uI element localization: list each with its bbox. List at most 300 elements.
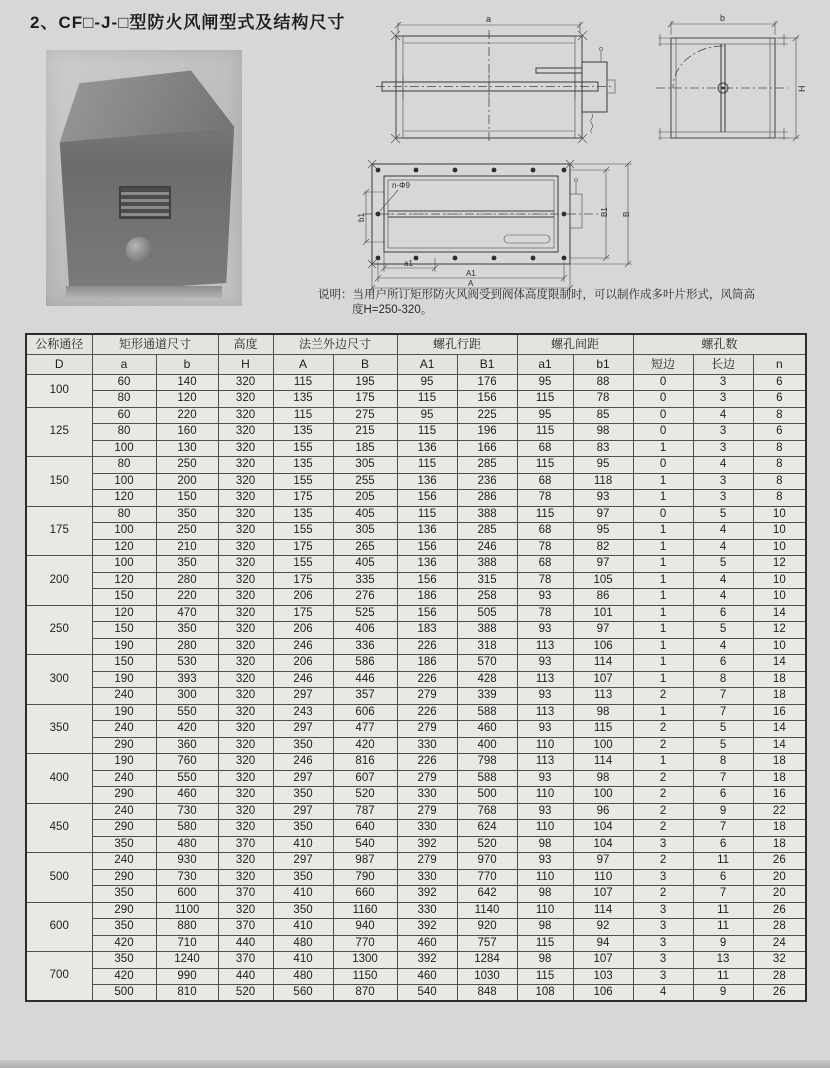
- header-sub-cell: A: [273, 354, 333, 374]
- header-group-cell: 法兰外边尺寸: [273, 334, 397, 354]
- table-cell: 606: [333, 704, 397, 721]
- table-cell: 5: [693, 556, 753, 573]
- table-cell: 93: [517, 589, 573, 606]
- table-cell: 318: [457, 638, 517, 655]
- table-row: [26, 803, 806, 820]
- table-cell: 96: [573, 803, 633, 820]
- table-cell: 320: [218, 853, 273, 870]
- note-line1: 当用户所订矩形防火风阀受到阀体高度限制时，可以制作成多叶片形式，风筒高: [352, 289, 755, 301]
- table-cell: 285: [457, 457, 517, 474]
- table-cell: 115: [517, 457, 573, 474]
- table-cell: 810: [156, 985, 218, 1002]
- table-cell: 78: [517, 605, 573, 622]
- table-cell: 880: [156, 919, 218, 936]
- table-cell: 4: [693, 523, 753, 540]
- table-cell: 420: [92, 968, 156, 985]
- table-cell: 12: [753, 622, 806, 639]
- table-cell: 190: [92, 754, 156, 771]
- table-cell: 98: [517, 952, 573, 969]
- table-cell: 280: [156, 638, 218, 655]
- table-cell: 206: [273, 655, 333, 672]
- table-cell: 190: [92, 638, 156, 655]
- table-cell: 93: [517, 803, 573, 820]
- table-cell: 410: [273, 919, 333, 936]
- table-cell: 550: [156, 704, 218, 721]
- table-cell: 1100: [156, 902, 218, 919]
- table-cell: 22: [753, 803, 806, 820]
- table-cell: 320: [218, 721, 273, 738]
- table-cell: 290: [92, 820, 156, 837]
- table-cell: 155: [273, 523, 333, 540]
- note-line2: 度H=250-320。: [352, 304, 433, 316]
- table-cell: 136: [397, 556, 457, 573]
- table-cell: 243: [273, 704, 333, 721]
- table-cell: 940: [333, 919, 397, 936]
- table-cell: 350: [273, 787, 333, 804]
- table-cell: 78: [517, 572, 573, 589]
- table-cell: 9: [693, 803, 753, 820]
- table-cell: 370: [218, 952, 273, 969]
- header-sub-cell: B1: [457, 354, 517, 374]
- table-cell: 97: [573, 853, 633, 870]
- table-cell: 410: [273, 836, 333, 853]
- header-sub-cell: B: [333, 354, 397, 374]
- table-cell: 320: [218, 407, 273, 424]
- table-cell: 80: [92, 424, 156, 441]
- table-row: [26, 539, 806, 556]
- table-cell: 246: [273, 638, 333, 655]
- table-cell: 98: [517, 886, 573, 903]
- table-cell: 98: [573, 704, 633, 721]
- table-cell: 94: [573, 935, 633, 952]
- table-cell: 357: [333, 688, 397, 705]
- table-cell: 206: [273, 622, 333, 639]
- front-dim-width-label: a: [486, 14, 492, 24]
- table-cell: 3: [633, 902, 693, 919]
- table-row: [26, 556, 806, 573]
- table-cell: 93: [517, 721, 573, 738]
- table-cell: 3: [693, 440, 753, 457]
- header-group-cell: 螺孔数: [633, 334, 806, 354]
- table-cell: 1150: [333, 968, 397, 985]
- table-cell: 370: [218, 836, 273, 853]
- table-cell: 95: [517, 374, 573, 391]
- table-cell: 115: [397, 424, 457, 441]
- table-cell: 7: [693, 688, 753, 705]
- table-cell: 4: [633, 985, 693, 1002]
- diameter-cell: 450: [26, 803, 92, 853]
- table-cell: 186: [397, 655, 457, 672]
- table-cell: 156: [397, 490, 457, 507]
- table-cell: 156: [397, 572, 457, 589]
- table-cell: 175: [333, 391, 397, 408]
- table-cell: 2: [633, 803, 693, 820]
- table-cell: 3: [633, 952, 693, 969]
- table-cell: 406: [333, 622, 397, 639]
- table-cell: 770: [333, 935, 397, 952]
- table-cell: 297: [273, 770, 333, 787]
- table-cell: 4: [693, 638, 753, 655]
- table-row: [26, 407, 806, 424]
- table-cell: 370: [218, 886, 273, 903]
- table-cell: 93: [517, 853, 573, 870]
- table-row: [26, 968, 806, 985]
- table-cell: 82: [573, 539, 633, 556]
- table-cell: 320: [218, 754, 273, 771]
- table-cell: 1: [633, 589, 693, 606]
- table-row: [26, 473, 806, 490]
- table-cell: 1: [633, 539, 693, 556]
- header-group-cell: 公称通径: [26, 334, 92, 354]
- table-cell: 330: [397, 737, 457, 754]
- table-cell: 320: [218, 374, 273, 391]
- table-cell: 1: [633, 704, 693, 721]
- table-cell: 6: [753, 374, 806, 391]
- table-cell: 1: [633, 523, 693, 540]
- table-cell: 420: [156, 721, 218, 738]
- table-row: [26, 506, 806, 523]
- diameter-cell: 400: [26, 754, 92, 804]
- table-row: [26, 886, 806, 903]
- table-cell: 26: [753, 853, 806, 870]
- table-cell: 115: [517, 968, 573, 985]
- table-cell: 297: [273, 853, 333, 870]
- table-cell: 393: [156, 671, 218, 688]
- table-cell: 787: [333, 803, 397, 820]
- table-cell: 136: [397, 473, 457, 490]
- table-cell: 1030: [457, 968, 517, 985]
- table-cell: 330: [397, 902, 457, 919]
- table-cell: 520: [218, 985, 273, 1002]
- table-cell: 78: [517, 490, 573, 507]
- table-cell: 110: [517, 737, 573, 754]
- table-cell: 930: [156, 853, 218, 870]
- table-cell: 100: [92, 440, 156, 457]
- table-cell: 175: [273, 490, 333, 507]
- table-cell: 440: [218, 968, 273, 985]
- table-cell: 186: [397, 589, 457, 606]
- drawing-flange-view: [358, 142, 648, 294]
- table-cell: 330: [397, 869, 457, 886]
- table-cell: 225: [457, 407, 517, 424]
- table-cell: 135: [273, 424, 333, 441]
- table-cell: 1284: [457, 952, 517, 969]
- table-row: [26, 572, 806, 589]
- table-cell: 7: [693, 886, 753, 903]
- product-photo: [46, 50, 242, 306]
- table-cell: 9: [693, 985, 753, 1002]
- table-cell: 816: [333, 754, 397, 771]
- table-cell: 350: [156, 506, 218, 523]
- table-cell: 279: [397, 853, 457, 870]
- table-row: [26, 457, 806, 474]
- table-row: [26, 754, 806, 771]
- table-cell: 350: [273, 869, 333, 886]
- table-cell: 97: [573, 506, 633, 523]
- hole-count-label: n-Φ9: [392, 181, 410, 190]
- table-cell: 460: [397, 935, 457, 952]
- table-cell: 115: [397, 506, 457, 523]
- table-row: [26, 737, 806, 754]
- table-cell: 115: [273, 374, 333, 391]
- table-cell: 86: [573, 589, 633, 606]
- table-cell: 410: [273, 952, 333, 969]
- table-cell: 730: [156, 803, 218, 820]
- diameter-cell: 250: [26, 605, 92, 655]
- flange-dim-B1-label: B1: [600, 207, 609, 217]
- table-cell: 3: [633, 968, 693, 985]
- table-cell: 135: [273, 457, 333, 474]
- table-row: [26, 721, 806, 738]
- table-cell: 24: [753, 935, 806, 952]
- table-cell: 156: [397, 539, 457, 556]
- table-cell: 290: [92, 902, 156, 919]
- table-cell: 226: [397, 638, 457, 655]
- table-cell: 93: [517, 622, 573, 639]
- table-cell: 14: [753, 655, 806, 672]
- table-cell: 460: [156, 787, 218, 804]
- diameter-cell: 600: [26, 902, 92, 952]
- table-cell: 185: [333, 440, 397, 457]
- table-cell: 4: [693, 572, 753, 589]
- table-cell: 350: [92, 886, 156, 903]
- table-cell: 120: [92, 490, 156, 507]
- table-cell: 388: [457, 556, 517, 573]
- table-cell: 183: [397, 622, 457, 639]
- table-cell: 446: [333, 671, 397, 688]
- table-cell: 118: [573, 473, 633, 490]
- flange-dim-a1-label: a1: [404, 259, 413, 268]
- table-cell: 1: [633, 605, 693, 622]
- table-cell: 215: [333, 424, 397, 441]
- table-cell: 106: [573, 985, 633, 1002]
- table-cell: 286: [457, 490, 517, 507]
- table-cell: 2: [633, 770, 693, 787]
- table-cell: 320: [218, 688, 273, 705]
- table-cell: 176: [457, 374, 517, 391]
- table-cell: 100: [92, 556, 156, 573]
- table-cell: 155: [273, 473, 333, 490]
- table-cell: 279: [397, 803, 457, 820]
- table-cell: 196: [457, 424, 517, 441]
- table-cell: 226: [397, 754, 457, 771]
- table-cell: 7: [693, 820, 753, 837]
- table-cell: 8: [753, 490, 806, 507]
- table-cell: 3: [633, 869, 693, 886]
- table-cell: 150: [92, 589, 156, 606]
- table-cell: 570: [457, 655, 517, 672]
- table-header: [26, 334, 806, 374]
- table-cell: 110: [573, 869, 633, 886]
- dimension-table-wrap: [25, 333, 807, 1002]
- table-cell: 190: [92, 671, 156, 688]
- table-cell: 28: [753, 919, 806, 936]
- diameter-cell: 175: [26, 506, 92, 556]
- table-cell: 240: [92, 853, 156, 870]
- table-cell: 95: [397, 407, 457, 424]
- table-cell: 276: [333, 589, 397, 606]
- table-cell: 0: [633, 506, 693, 523]
- table-cell: 320: [218, 803, 273, 820]
- photo-base-shadow: [66, 286, 223, 299]
- header-group-cell: 螺孔行距: [397, 334, 517, 354]
- table-cell: 3: [693, 424, 753, 441]
- table-cell: 175: [273, 572, 333, 589]
- table-cell: 114: [573, 902, 633, 919]
- table-cell: 2: [633, 820, 693, 837]
- table-cell: 85: [573, 407, 633, 424]
- table-cell: 156: [397, 605, 457, 622]
- table-cell: 97: [573, 622, 633, 639]
- table-cell: 240: [92, 803, 156, 820]
- table-cell: 113: [517, 704, 573, 721]
- table-row: [26, 787, 806, 804]
- table-cell: 220: [156, 407, 218, 424]
- table-cell: 1240: [156, 952, 218, 969]
- table-cell: 18: [753, 671, 806, 688]
- table-cell: 68: [517, 523, 573, 540]
- table-cell: 350: [92, 919, 156, 936]
- table-cell: 285: [457, 523, 517, 540]
- table-cell: 5: [693, 622, 753, 639]
- table-cell: 8: [693, 754, 753, 771]
- table-cell: 1300: [333, 952, 397, 969]
- header-group-cell: 螺孔间距: [517, 334, 633, 354]
- table-cell: 110: [517, 902, 573, 919]
- table-cell: 95: [573, 457, 633, 474]
- table-cell: 1: [633, 556, 693, 573]
- side-dim-height-label: H: [797, 85, 807, 92]
- table-cell: 540: [397, 985, 457, 1002]
- table-cell: 560: [273, 985, 333, 1002]
- table-cell: 115: [517, 935, 573, 952]
- table-cell: 120: [92, 605, 156, 622]
- table-cell: 320: [218, 523, 273, 540]
- table-cell: 156: [457, 391, 517, 408]
- table-cell: 710: [156, 935, 218, 952]
- table-cell: 113: [517, 638, 573, 655]
- table-cell: 3: [693, 490, 753, 507]
- table-cell: 250: [156, 523, 218, 540]
- table-cell: 350: [273, 737, 333, 754]
- table-cell: 320: [218, 787, 273, 804]
- table-cell: 12: [753, 556, 806, 573]
- table-cell: 1: [633, 440, 693, 457]
- page-title: 2、CF□-J-□型防火风闸型式及结构尺寸: [30, 13, 346, 32]
- table-cell: 210: [156, 539, 218, 556]
- table-row: [26, 440, 806, 457]
- header-sub-cell: H: [218, 354, 273, 374]
- table-cell: 320: [218, 424, 273, 441]
- diameter-cell: 700: [26, 952, 92, 1002]
- table-cell: 297: [273, 688, 333, 705]
- table-cell: 103: [573, 968, 633, 985]
- table-cell: 130: [156, 440, 218, 457]
- table-cell: 95: [397, 374, 457, 391]
- table-cell: 2: [633, 886, 693, 903]
- table-cell: 279: [397, 721, 457, 738]
- table-cell: 11: [693, 902, 753, 919]
- table-cell: 60: [92, 374, 156, 391]
- table-cell: 920: [457, 919, 517, 936]
- table-cell: 88: [573, 374, 633, 391]
- table-cell: 26: [753, 902, 806, 919]
- header-sub-cell: 短边: [633, 354, 693, 374]
- table-cell: 8: [753, 440, 806, 457]
- table-cell: 320: [218, 490, 273, 507]
- table-cell: 220: [156, 589, 218, 606]
- table-cell: 95: [573, 523, 633, 540]
- table-cell: 155: [273, 440, 333, 457]
- table-cell: 470: [156, 605, 218, 622]
- table-cell: 624: [457, 820, 517, 837]
- table-row: [26, 770, 806, 787]
- table-cell: 28: [753, 968, 806, 985]
- table-cell: 250: [156, 457, 218, 474]
- side-dim-width-label: b: [720, 13, 726, 23]
- table-cell: 1140: [457, 902, 517, 919]
- table-cell: 150: [92, 622, 156, 639]
- table-cell: 4: [693, 457, 753, 474]
- table-cell: 120: [92, 539, 156, 556]
- table-row: [26, 919, 806, 936]
- table-cell: 8: [753, 407, 806, 424]
- table-cell: 320: [218, 457, 273, 474]
- table-cell: 205: [333, 490, 397, 507]
- header-sub-cell: b: [156, 354, 218, 374]
- table-cell: 106: [573, 638, 633, 655]
- table-cell: 10: [753, 572, 806, 589]
- table-cell: 870: [333, 985, 397, 1002]
- note-text: [318, 288, 818, 318]
- table-cell: 392: [397, 952, 457, 969]
- table-cell: 18: [753, 770, 806, 787]
- table-cell: 297: [273, 721, 333, 738]
- table-row: [26, 424, 806, 441]
- table-cell: 586: [333, 655, 397, 672]
- table-cell: 392: [397, 919, 457, 936]
- table-cell: 258: [457, 589, 517, 606]
- table-cell: 1: [633, 638, 693, 655]
- table-cell: 200: [156, 473, 218, 490]
- table-cell: 2: [633, 688, 693, 705]
- table-cell: 100: [92, 473, 156, 490]
- table-cell: 195: [333, 374, 397, 391]
- table-cell: 350: [92, 836, 156, 853]
- table-cell: 0: [633, 424, 693, 441]
- table-cell: 68: [517, 556, 573, 573]
- table-cell: 0: [633, 391, 693, 408]
- diameter-cell: 100: [26, 374, 92, 407]
- table-cell: 11: [693, 853, 753, 870]
- table-cell: 320: [218, 671, 273, 688]
- table-cell: 3: [633, 935, 693, 952]
- table-cell: 240: [92, 721, 156, 738]
- table-cell: 730: [156, 869, 218, 886]
- table-cell: 20: [753, 869, 806, 886]
- table-row: [26, 671, 806, 688]
- table-cell: 642: [457, 886, 517, 903]
- table-cell: 1: [633, 622, 693, 639]
- table-cell: 3: [633, 919, 693, 936]
- table-cell: 588: [457, 770, 517, 787]
- table-row: [26, 935, 806, 952]
- table-cell: 290: [92, 737, 156, 754]
- table-cell: 236: [457, 473, 517, 490]
- table-cell: 113: [573, 688, 633, 705]
- table-cell: 135: [273, 391, 333, 408]
- table-cell: 6: [693, 836, 753, 853]
